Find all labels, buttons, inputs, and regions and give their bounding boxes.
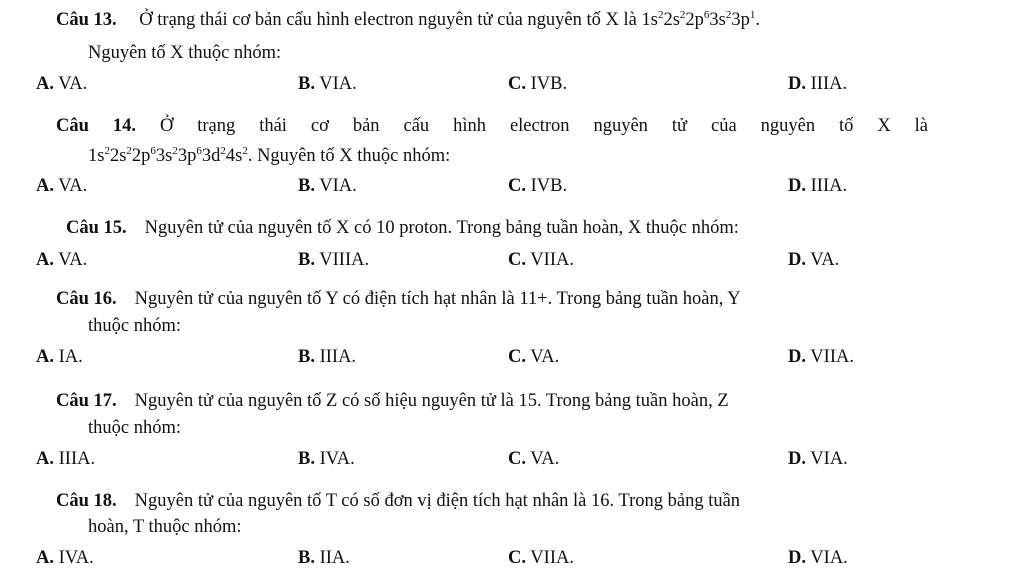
question-text: Nguyên tử của nguyên tố T có số đơn vị điện tích hạt nhân là 16. Trong bảng tuần [134,491,741,511]
option-c: C. VA. [508,347,560,367]
option-c: C. VA. [508,449,560,469]
question-15-stem [66,217,739,239]
question-18-stem-line2: hoàn, T thuộc nhóm: [88,517,242,537]
question-14-stem [56,115,928,137]
option-a: A. IVA. [36,548,94,568]
option-b: B. VIIIA. [298,250,370,270]
option-c: C. IVB. [508,176,568,196]
option-d: D. VIA. [788,449,848,469]
question-18-stem [56,490,740,512]
question-number: Câu 13. [56,10,117,30]
option-c: C. IVB. [508,74,568,94]
question-17-stem-line2: thuộc nhóm: [88,418,182,438]
question-14-stem-line2 [88,145,450,167]
question-number: Câu 15. [66,218,127,238]
electron-config: $1s^22s^22p^63s^23p^63d^24s^2$. [88,145,253,166]
electron-config: $1s^22s^22p^63s^23p^1$. [641,9,760,30]
option-b: B. IIIA. [298,347,357,367]
question-text: Nguyên tử của nguyên tố X có 10 proton. Trong bảng tuần hoàn, X thuộc nhóm: [144,218,739,238]
question-13-stem [56,9,760,31]
option-b: B. VIA. [298,176,357,196]
option-a: A. VA. [36,176,88,196]
option-a: A. VA. [36,74,88,94]
option-c: C. VIIA. [508,548,574,568]
question-text: Nguyên tố X thuộc nhóm: [252,146,451,166]
question-number: Câu 14. [56,116,136,136]
question-number: Câu 18. [56,491,117,511]
question-number: Câu 16. [56,289,117,309]
question-13-stem-line2: Nguyên tố X thuộc nhóm: [88,43,282,63]
option-b: B. VIA. [298,74,357,94]
question-16-stem-line2: thuộc nhóm: [88,316,182,336]
question-text: Nguyên tử của nguyên tố Z có số hiệu nguyên tử là 15. Trong bảng tuần hoàn, Z [134,391,729,411]
question-text: Ở trạng thái cơ bản cấu hình electron nguyên tử của nguyên tố X là [159,116,929,136]
question-text: Nguyên tử của nguyên tố Y có điện tích hạt nhân là 11+. Trong bảng tuần hoàn, Y [134,289,741,309]
option-d: D. IIIA. [788,176,848,196]
option-a: A. VA. [36,250,88,270]
option-d: D. VIIA. [788,347,854,367]
option-c: C. VIIA. [508,250,574,270]
question-16-stem [56,288,741,310]
option-b: B. IIA. [298,548,350,568]
option-d: D. VIA. [788,548,848,568]
option-d: D. VA. [788,250,840,270]
question-17-stem [56,390,729,412]
question-text: Ở trạng thái cơ bản cấu hình electron nguyên tử của nguyên tố X là [139,10,642,30]
option-b: B. IVA. [298,449,355,469]
question-number: Câu 17. [56,391,117,411]
option-d: D. IIIA. [788,74,848,94]
option-a: A. IA. [36,347,83,367]
option-a: A. IIIA. [36,449,96,469]
